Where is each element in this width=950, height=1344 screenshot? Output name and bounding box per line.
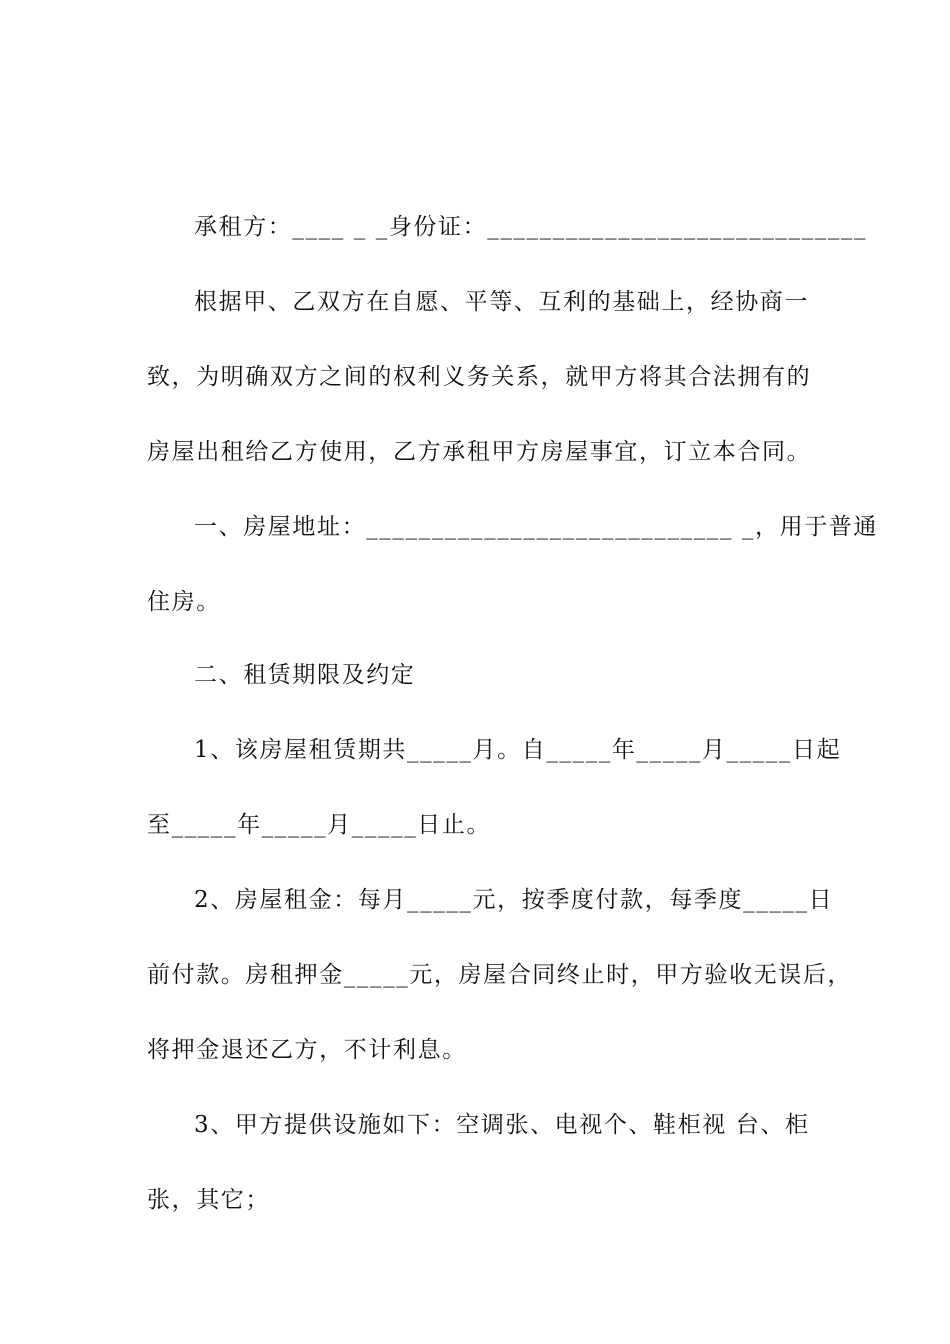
preamble-line-2 — [147, 362, 817, 392]
preamble-text-2: 致，为明确双方之间的权利义务关系，就甲方将其合法拥有的 — [147, 364, 812, 390]
rent-line-2 — [147, 960, 853, 990]
lessee-id-text: 承租方：____ _ _身份证：_____________________________ — [194, 214, 868, 240]
clause-1-line-2 — [147, 587, 817, 617]
facilities-line-2 — [147, 1185, 817, 1215]
rent-text-3: 将押金退还乙方，不计利息。 — [147, 1037, 467, 1063]
term-text-1: 1、该房屋租赁期共_____月。自_____年_____月_____日起 — [194, 737, 842, 763]
rent-text-2: 前付款。房租押金_____元，房屋合同终止时，甲方验收无误后， — [147, 962, 853, 988]
lessee-id-line — [194, 212, 868, 242]
facilities-line-1 — [194, 1110, 864, 1140]
term-line-2 — [147, 810, 817, 840]
preamble-text-1: 根据甲、乙双方在自愿、平等、互利的基础上，经协商一 — [194, 289, 809, 315]
rent-text-1: 2、房屋租金：每月_____元，按季度付款，每季度_____日 — [194, 887, 834, 913]
clause-1-text-2: 住房。 — [147, 589, 221, 615]
preamble-line-3 — [147, 437, 817, 467]
clause-2-heading-text: 二、租赁期限及约定 — [194, 662, 416, 688]
preamble-line-1 — [194, 287, 864, 317]
term-text-2: 至_____年_____月_____日止。 — [147, 812, 492, 838]
facilities-text-2: 张，其它； — [147, 1187, 270, 1213]
facilities-text-1: 3、甲方提供设施如下：空调张、电视个、鞋柜视 台、柜 — [194, 1112, 810, 1138]
clause-1-text-1: 一、房屋地址：____________________________ _，用于普通 — [194, 514, 879, 540]
term-line-1 — [194, 735, 864, 765]
preamble-text-3: 房屋出租给乙方使用，乙方承租甲方房屋事宜，订立本合同。 — [147, 439, 812, 465]
clause-2-heading — [194, 660, 864, 690]
clause-1-line-1 — [194, 512, 879, 542]
rent-line-1 — [194, 885, 864, 915]
rent-line-3 — [147, 1035, 817, 1065]
